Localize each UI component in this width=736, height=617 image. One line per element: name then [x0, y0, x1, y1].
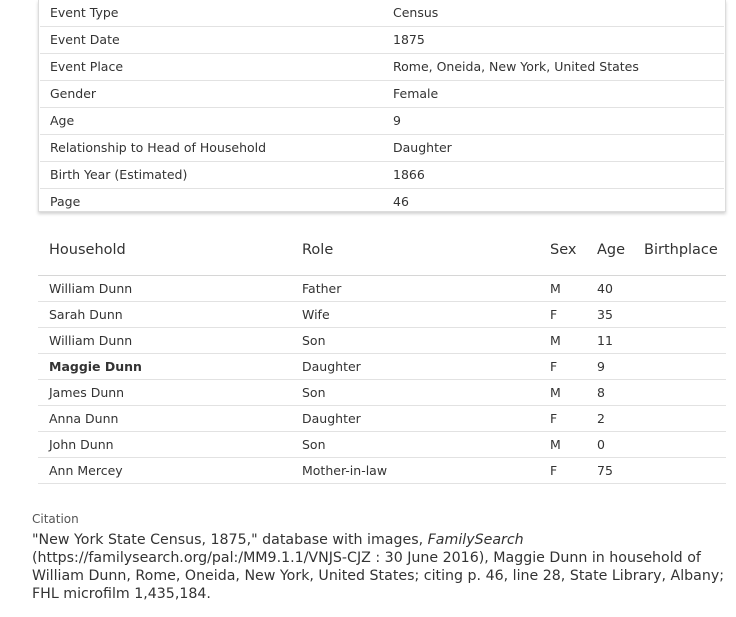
household-member-name: John Dunn [49, 437, 114, 452]
event-label: Age [50, 113, 75, 128]
household-member-age: 40 [597, 281, 613, 296]
event-row-relationship [40, 135, 724, 162]
event-value: 9 [393, 113, 401, 128]
citation-text [32, 531, 732, 603]
event-value: 1875 [393, 32, 425, 47]
household-member-sex: F [550, 463, 558, 478]
household-row [38, 276, 726, 302]
event-row-gender [40, 81, 724, 108]
household-member-role: Son [302, 333, 326, 348]
event-value: 46 [393, 194, 409, 209]
household-member-sex: F [550, 359, 558, 374]
event-value: Daughter [393, 140, 452, 155]
household-row [38, 380, 726, 406]
event-value: Rome, Oneida, New York, United States [393, 59, 639, 74]
event-label: Event Date [50, 32, 120, 47]
event-row-birth-year [40, 162, 724, 189]
household-member-role: Wife [302, 307, 330, 322]
household-member-sex: M [550, 385, 561, 400]
event-label: Birth Year (Estimated) [50, 167, 188, 182]
household-rows [38, 276, 726, 484]
household-row [38, 302, 726, 328]
household-header-row [38, 236, 726, 276]
household-row [38, 328, 726, 354]
household-member-role: Father [302, 281, 342, 296]
household-member-age: 2 [597, 411, 605, 426]
event-label: Event Place [50, 59, 124, 74]
header-role: Role [302, 242, 334, 258]
event-details-card [38, 0, 726, 212]
household-member-age: 75 [597, 463, 613, 478]
household-member-name: Anna Dunn [49, 411, 119, 426]
household-member-sex: F [550, 307, 558, 322]
household-member-sex: M [550, 437, 561, 452]
household-member-age: 8 [597, 385, 605, 400]
event-label: Page [50, 194, 81, 209]
header-sex: Sex [550, 242, 577, 258]
household-member-sex: M [550, 333, 561, 348]
household-row [38, 458, 726, 484]
household-member-name: Ann Mercey [49, 463, 123, 478]
header-birthplace: Birthplace [644, 242, 718, 258]
citation-section [32, 511, 732, 603]
household-member-age: 35 [597, 307, 613, 322]
household-member-role: Mother-in-law [302, 463, 388, 478]
household-member-name: Maggie Dunn [49, 359, 142, 374]
household-member-name: James Dunn [49, 385, 125, 400]
event-row-type [40, 0, 724, 27]
event-value: 1866 [393, 167, 425, 182]
citation-text-before: "New York State Census, 1875," database with images, [32, 532, 428, 548]
household-row [38, 406, 726, 432]
event-label: Gender [50, 86, 97, 101]
household-member-name: William Dunn [49, 281, 133, 296]
event-value: Census [393, 5, 439, 20]
household-member-sex: F [550, 411, 558, 426]
event-value: Female [393, 86, 439, 101]
event-row-date [40, 27, 724, 54]
household-table [38, 236, 726, 484]
household-row [38, 354, 726, 380]
event-label: Relationship to Head of Household [50, 140, 267, 155]
event-label: Event Type [50, 5, 119, 20]
citation-source-name: FamilySearch [427, 532, 524, 548]
household-member-role: Daughter [302, 359, 361, 374]
household-member-role: Son [302, 437, 326, 452]
event-row-place [40, 54, 724, 81]
household-member-age: 0 [597, 437, 605, 452]
event-row-page [40, 189, 724, 215]
household-member-sex: M [550, 281, 561, 296]
household-member-name: William Dunn [49, 333, 133, 348]
household-member-age: 11 [597, 333, 613, 348]
household-row [38, 432, 726, 458]
citation-text-after: (https://familysearch.org/pal:/MM9.1.1/VNJS-CJZ : 30 June 2016), Maggie Dunn in household of William Dunn, Rome, Oneida, New York, United States; citing p. 46, line 28, State Library, Albany; FHL microfilm 1,435,184. [32, 550, 725, 602]
event-row-age [40, 108, 724, 135]
citation-label: Citation [32, 512, 79, 526]
household-member-role: Daughter [302, 411, 361, 426]
header-household: Household [49, 242, 126, 258]
household-member-age: 9 [597, 359, 605, 374]
household-member-role: Son [302, 385, 326, 400]
header-age: Age [597, 242, 626, 258]
household-member-name: Sarah Dunn [49, 307, 123, 322]
